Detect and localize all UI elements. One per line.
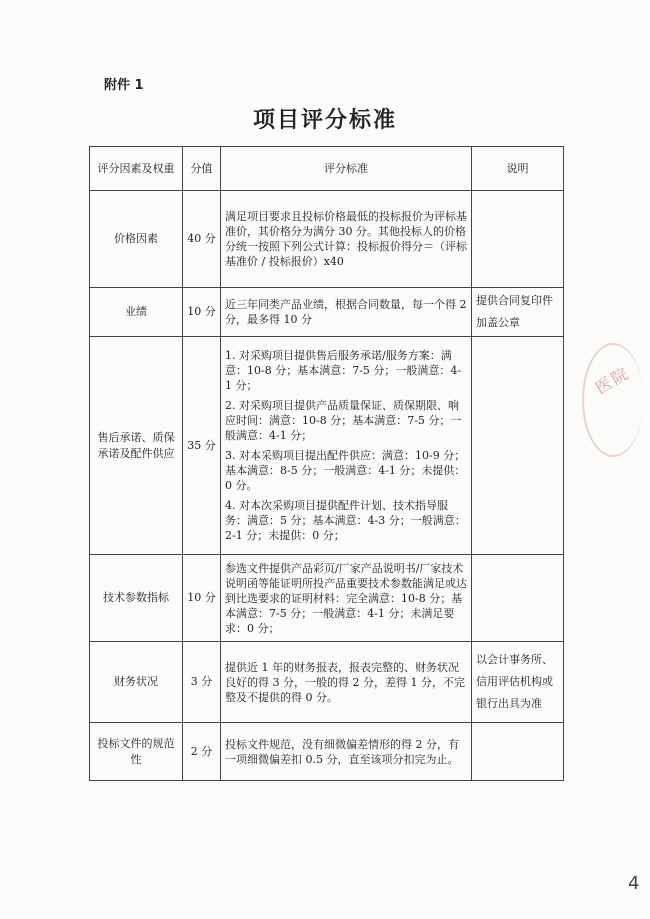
table-row bbox=[90, 288, 564, 337]
score-cell: 40 分 bbox=[183, 191, 221, 288]
factor-cell: 投标文件的规范性 bbox=[90, 723, 183, 781]
factor-cell: 售后承诺、质保承诺及配件供应 bbox=[90, 337, 183, 555]
factor-cell: 技术参数指标 bbox=[90, 555, 183, 642]
page-number: 4 bbox=[628, 873, 640, 894]
header-criteria: 评分标准 bbox=[221, 147, 472, 191]
criteria-paragraph: 投标文件规范，没有细微偏差情形的得 2 分，有一项细微偏差扣 0.5 分，直至该项分扣完为止。 bbox=[225, 737, 459, 766]
criteria-cell bbox=[221, 555, 472, 642]
attachment-label: 附件 1 bbox=[104, 78, 144, 93]
criteria-paragraph: 近三年同类产品业绩，根据合同数量，每一个得 2 分，最多得 10 分 bbox=[225, 298, 467, 326]
criteria-cell bbox=[221, 642, 472, 723]
page-title: 项目评分标准 bbox=[252, 108, 397, 133]
note-cell bbox=[472, 555, 564, 642]
table-row bbox=[90, 555, 564, 642]
note-cell bbox=[472, 337, 564, 555]
criteria-cell bbox=[221, 337, 472, 555]
criteria-paragraph: 满足项目要求且投标价格最低的投标报价为评标基准价，其价格分为满分 30 分。其他投标人的价格分统一按照下列公式计算：投标报价得分＝（评标基准价 / 投标报价）x40 bbox=[225, 210, 467, 268]
criteria-paragraph: 2. 对采购项目提供产品质量保证、质保期限、响应时间：满意：10-8 分；基本满意：7-5 分；一般满意：4-1 分； bbox=[225, 399, 462, 442]
table-row bbox=[90, 337, 564, 555]
factor-cell: 财务状况 bbox=[90, 642, 183, 723]
factor-cell: 业绩 bbox=[90, 288, 183, 337]
score-cell: 35 分 bbox=[183, 337, 221, 555]
score-cell: 10 分 bbox=[183, 555, 221, 642]
table-row bbox=[90, 642, 564, 723]
note-cell bbox=[472, 191, 564, 288]
red-seal-stamp bbox=[582, 343, 644, 457]
header-score: 分值 bbox=[183, 147, 221, 191]
factor-cell: 价格因素 bbox=[90, 191, 183, 288]
header-note: 说明 bbox=[472, 147, 564, 191]
header-factor: 评分因素及权重 bbox=[90, 147, 183, 191]
stamp-text: 医院 bbox=[592, 363, 633, 398]
score-cell: 10 分 bbox=[183, 288, 221, 337]
note-cell: 以会计事务所、信用评估机构或银行出具为准 bbox=[472, 642, 564, 723]
header-row bbox=[90, 147, 564, 191]
table-row bbox=[90, 723, 564, 781]
score-cell: 2 分 bbox=[183, 723, 221, 781]
criteria-paragraph: 1. 对采购项目提供售后服务承诺/服务方案：满意：10-8 分；基本满意：7-5 分；一般满意：4-1 分； bbox=[225, 349, 462, 392]
criteria-cell bbox=[221, 723, 472, 781]
note-cell bbox=[472, 723, 564, 781]
criteria-paragraph: 提供近 1 年的财务报表，报表完整的、财务状况良好的得 3 分，一般的得 2 分，差得 1 分，不完整及不提供的得 0 分。 bbox=[225, 660, 465, 704]
criteria-cell bbox=[221, 191, 472, 288]
criteria-paragraph: 4. 对本次采购项目提供配件计划、技术指导服务：满意：5 分；基本满意：4-3 分；一般满意：2-1 分；未提供：0 分； bbox=[225, 499, 466, 542]
criteria-cell bbox=[221, 288, 472, 337]
criteria-paragraph: 参选文件提供产品彩页/厂家产品说明书/厂家技术说明函等能证明所投产品重要技术参数能满足或达到比选要求的证明材料：完全满意：10-8 分；基本满意：7-5 分；一般满意：4-1 分；未满足要求：0 分； bbox=[225, 561, 467, 635]
score-cell: 3 分 bbox=[183, 642, 221, 723]
criteria-paragraph: 3. 对本采购项目提出配件供应：满意：10-9 分；基本满意：8-5 分；一般满意：4-1 分；未提供：0 分。 bbox=[225, 449, 466, 492]
table-row bbox=[90, 191, 564, 288]
note-cell: 提供合同复印件加盖公章 bbox=[472, 288, 564, 337]
scoring-table bbox=[89, 146, 564, 781]
